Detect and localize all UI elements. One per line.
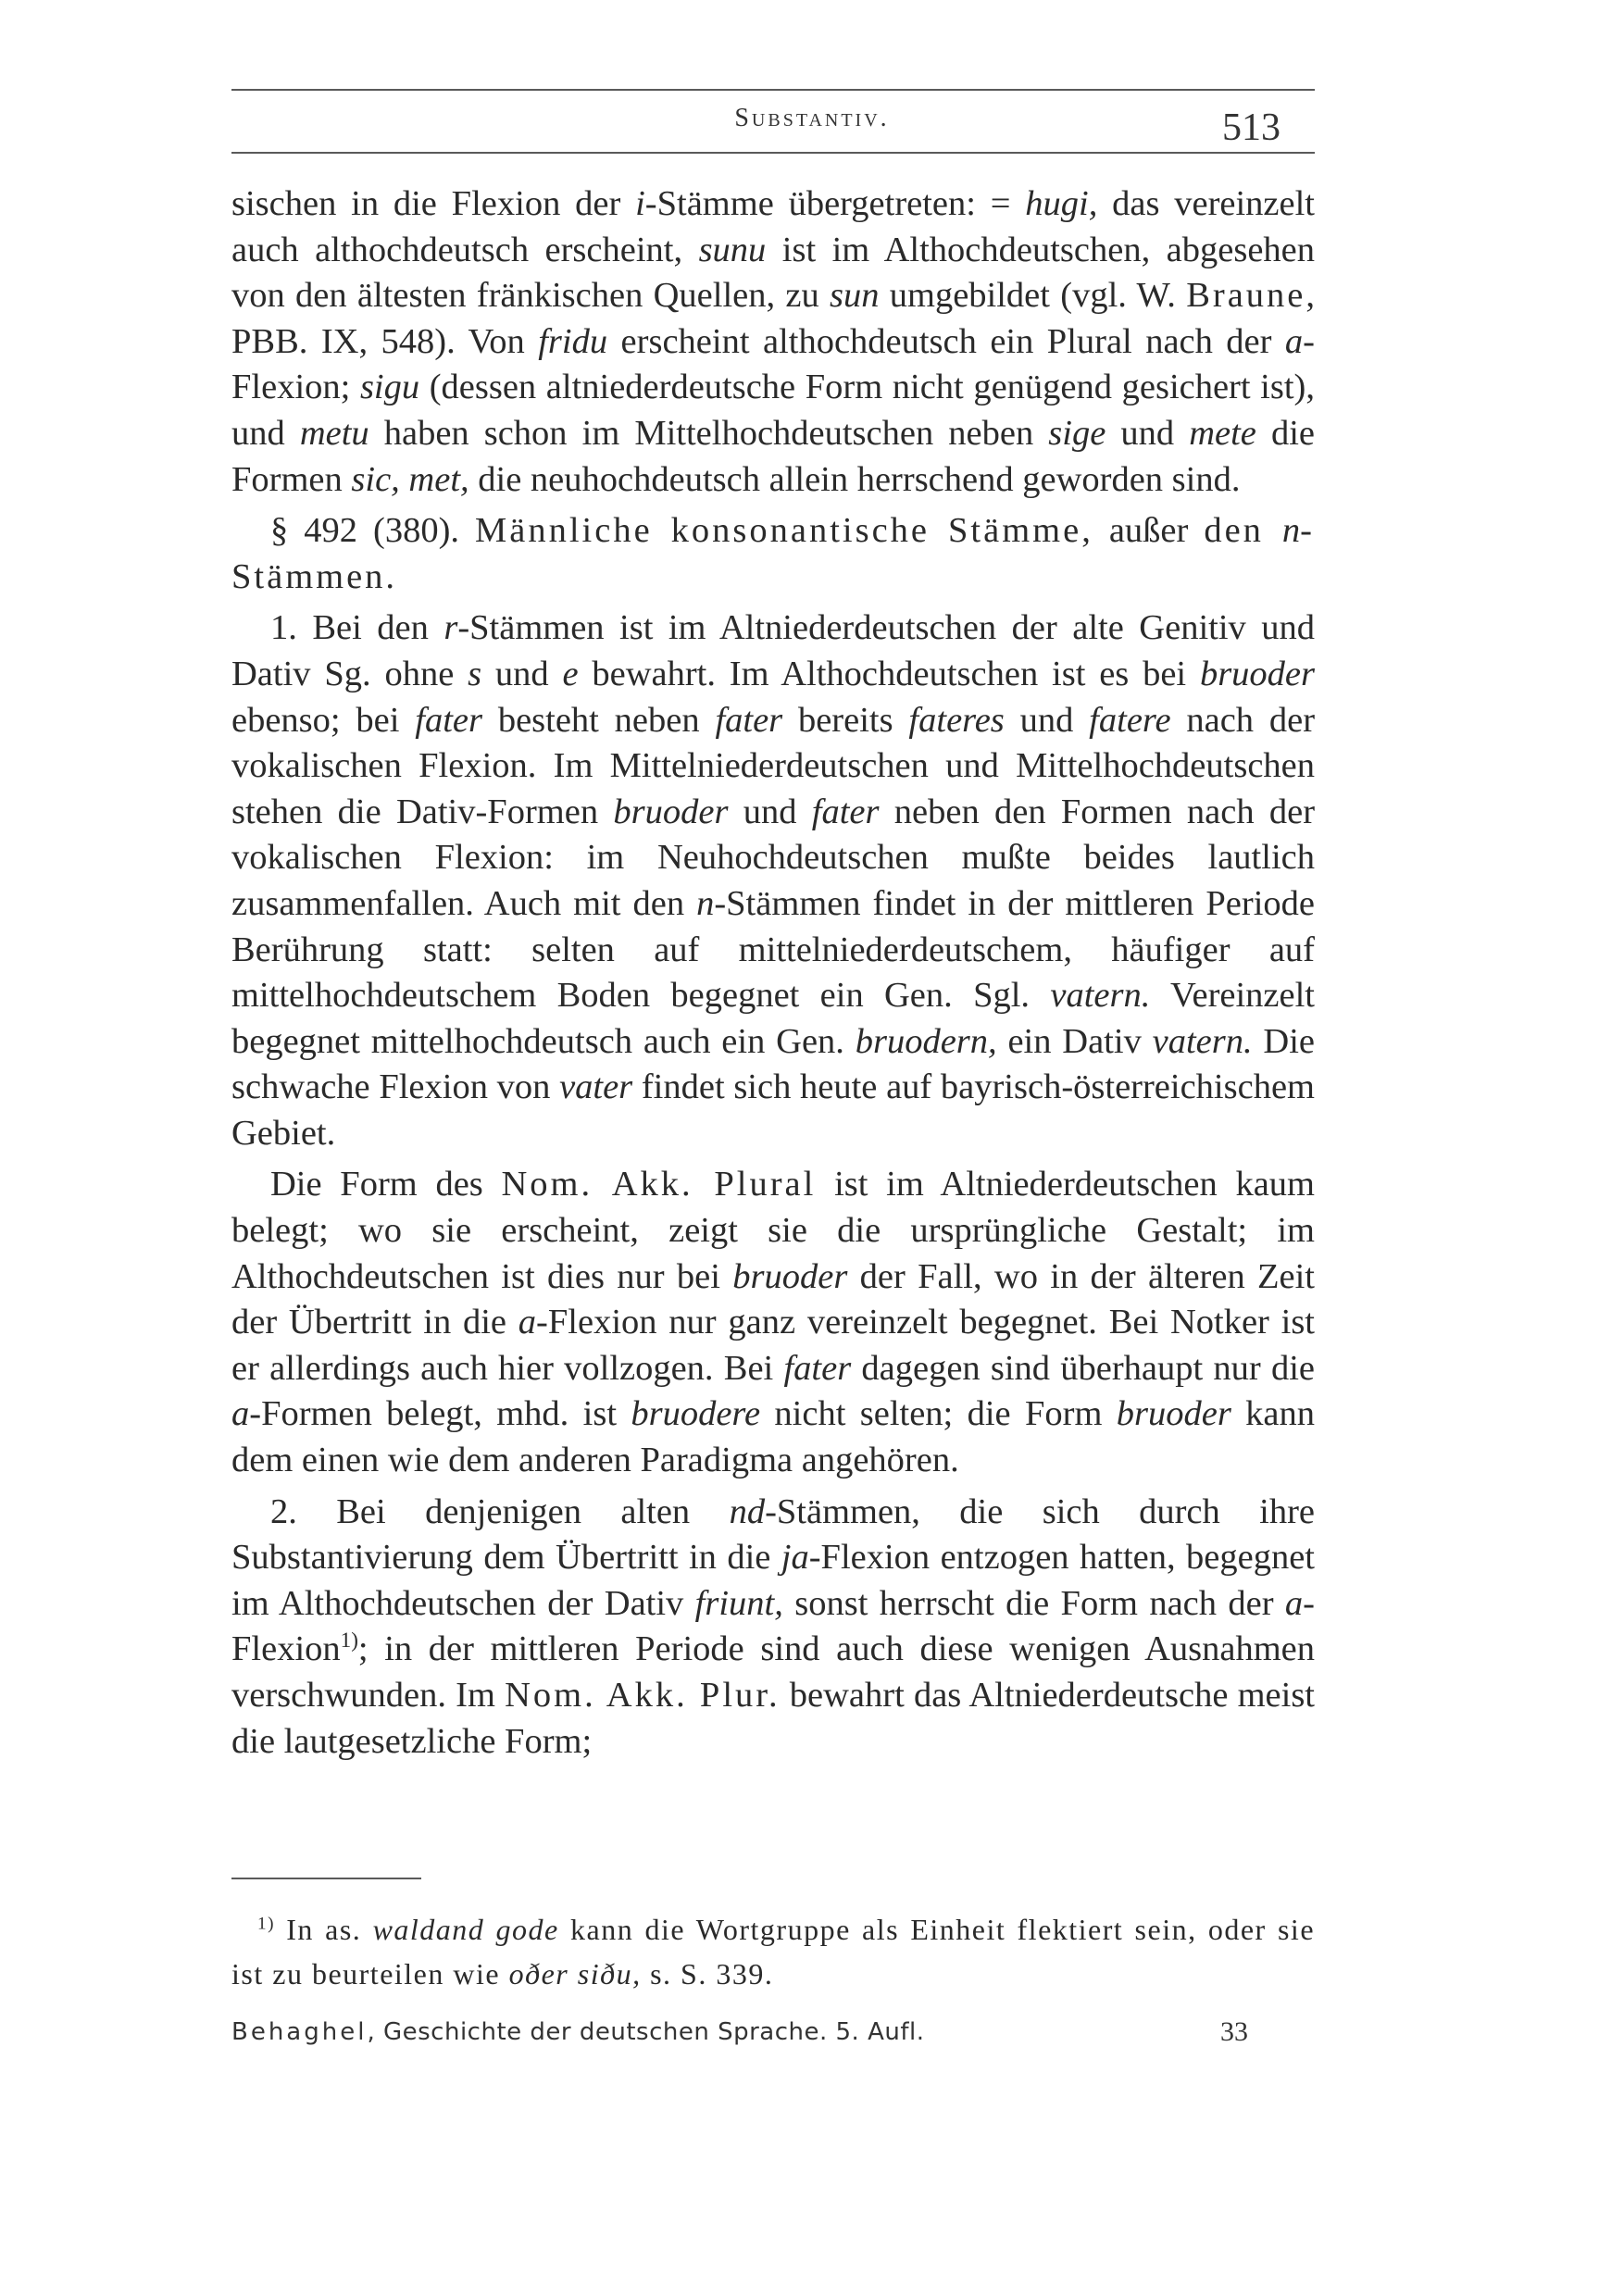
section-title: Männliche konsonantische Stämme,	[475, 511, 1093, 551]
text-run: -Stämme übergetreten: =	[644, 184, 1026, 223]
italic-term: nd	[729, 1491, 766, 1531]
text-run: und	[1004, 700, 1090, 740]
italic-term: a	[1284, 1583, 1304, 1623]
text-run: nach der vokalischen Flexion. Im Mittelniederdeutschen und Mittelhochdeutschen stehen die Dativ-Formen	[231, 700, 1316, 831]
text-run: -Stämmen, die sich durch ihre Substantivierung dem Übertritt in die	[231, 1491, 1315, 1578]
italic-term: n	[696, 883, 715, 923]
italic-term: metu	[299, 413, 369, 453]
footnote	[231, 1907, 1315, 1996]
italic-term: bruoder	[1116, 1394, 1231, 1434]
italic-term: i	[635, 184, 645, 223]
text-run: erscheint althochdeutsch ein Plural nach der	[607, 321, 1285, 361]
text-run: kann die Wortgruppe als Einheit flektiert sein, oder sie ist zu beurteilen wie	[231, 1913, 1316, 1990]
text-run: findet sich heute auf bayrisch-österreichischem Gebiet.	[231, 1067, 1315, 1153]
section-title: -Stämmen.	[231, 511, 1315, 596]
text-run: das vereinzelt auch althochdeutsch erscheint,	[231, 184, 1315, 269]
italic-term: a	[518, 1303, 537, 1342]
text-run: -Flexion nur ganz vereinzelt begegnet. Bei Notker ist er allerdings auch hier vollzogen. Bei	[231, 1303, 1315, 1388]
footnote-marker: 1)	[340, 1628, 358, 1653]
italic-term: sunu	[698, 230, 767, 269]
paragraph-1	[231, 181, 1315, 503]
italic-term: ja	[781, 1538, 809, 1578]
text-run: -Stämmen ist im Altniederdeutschen der alte Genitiv und Dativ Sg. ohne	[231, 608, 1315, 693]
italic-term: sic, met,	[351, 459, 469, 499]
text-run: 2. Bei denjenigen alten	[270, 1491, 730, 1531]
italic-term: bruoder	[732, 1256, 848, 1296]
paragraph-5	[231, 1490, 1315, 1766]
italic-term: r	[443, 608, 458, 648]
page-number: 513	[1222, 106, 1280, 149]
italic-term: mete	[1189, 413, 1256, 453]
text-run: (dessen altniederdeutsche Form nicht genügend gesichert ist), und	[231, 368, 1315, 453]
italic-term: fater	[783, 1348, 852, 1388]
text-run: kann dem einen wie dem anderen Paradigma angehören.	[231, 1394, 1315, 1480]
italic-term: bruodere	[631, 1394, 761, 1434]
text-run: die neuhochdeutsch allein herrschend geworden sind.	[468, 459, 1241, 499]
header-rule-bottom	[231, 152, 1315, 154]
italic-term: s	[468, 654, 482, 693]
footnote-rule	[231, 1878, 421, 1879]
section-heading-492	[231, 508, 1315, 600]
text-run: ein Dativ	[996, 1021, 1153, 1061]
text-run: nicht selten; die Form	[760, 1394, 1117, 1434]
text-run: Die schwache Flexion von	[231, 1021, 1316, 1107]
text-run: neben den Formen nach der vokalischen Flexion: im Neuhochdeutschen mußte beides lautlich zusammenfallen. Auch mit den	[231, 792, 1316, 923]
italic-term: bruodern,	[855, 1021, 997, 1061]
paragraph-3	[231, 605, 1315, 1156]
footnote-number: 1)	[257, 1914, 275, 1934]
text-run: bewahrt das Altniederdeutsche meist die lautgesetzliche Form;	[231, 1676, 1315, 1761]
text-run: die Formen	[231, 413, 1315, 499]
running-head: Substantiv.	[734, 104, 890, 132]
italic-term: sun	[830, 276, 880, 316]
text-run: besteht neben	[482, 700, 716, 740]
text-run: -Flexion;	[231, 321, 1315, 407]
italic-term: sige	[1048, 413, 1106, 453]
text-run: bereits	[782, 700, 909, 740]
italic-term: n	[1281, 511, 1301, 551]
italic-term: fater	[811, 792, 880, 831]
text-run: 1. Bei den	[270, 608, 444, 648]
italic-term: bruoder	[613, 792, 729, 831]
text-run: ; in der mittleren Periode sind auch diese wenigen Ausnahmen verschwunden. Im	[231, 1629, 1315, 1715]
text-run: und	[728, 792, 812, 831]
text-run: sischen in die Flexion der	[231, 184, 636, 223]
italic-term: fatere	[1089, 700, 1171, 740]
text-run: , PBB. IX, 548). Von	[231, 276, 1315, 361]
italic-term: oðer siðu,	[508, 1957, 642, 1990]
italic-term: friunt,	[694, 1583, 783, 1623]
italic-term: fateres	[908, 700, 1005, 740]
italic-term: a	[1284, 321, 1304, 361]
text-run: ist im Altniederdeutschen kaum belegt; wo sie erscheint, zeigt sie die ursprüngliche Gestalt; im Althochdeutschen ist dies nur bei	[231, 1165, 1315, 1296]
text-run: Die Form des	[270, 1165, 502, 1204]
text-run: der Fall, wo in der älteren Zeit der Übertritt in die	[231, 1256, 1315, 1342]
text-run: -Flexion entzogen hatten, begegnet im Althochdeutschen der Dativ	[231, 1538, 1315, 1623]
text-run: umgebildet (vgl. W.	[879, 276, 1187, 316]
section-number: § 492 (380).	[270, 511, 476, 551]
text-run: s. S. 339.	[641, 1957, 774, 1990]
italic-term: vater	[559, 1067, 633, 1107]
main-text	[231, 181, 1315, 1765]
spaced-term: Nom. Akk. Plur.	[505, 1676, 781, 1715]
text-run: ebenso; bei	[231, 700, 416, 740]
italic-term: fridu	[538, 321, 608, 361]
text-run: ist im Althochdeutschen, abgesehen von den ältesten fränkischen Quellen, zu	[231, 230, 1315, 316]
spaced-term: Nom. Akk. Plural	[501, 1165, 817, 1204]
imprint-title: , Geschichte der deutschen Sprache. 5. Aufl.	[367, 2018, 925, 2046]
text-run: dagegen sind überhaupt nur die	[851, 1348, 1316, 1388]
text-run: In as.	[274, 1913, 373, 1946]
italic-term: waldand gode	[372, 1913, 559, 1946]
text-run: und	[1106, 413, 1190, 453]
italic-term: hugi,	[1025, 184, 1098, 223]
text-run: haben schon im Mittelhochdeutschen neben	[369, 413, 1049, 453]
italic-term: vatern.	[1050, 976, 1151, 1016]
section-title: den	[1204, 511, 1282, 551]
header-rule-top	[231, 89, 1315, 91]
italic-term: bruoder	[1199, 654, 1315, 693]
text-run: außer	[1093, 511, 1205, 551]
imprint-line	[231, 2018, 925, 2046]
italic-term: sigu	[359, 368, 420, 407]
signature-mark: 33	[1220, 2016, 1248, 2047]
imprint-author: Behaghel	[231, 2018, 368, 2046]
italic-term: fater	[715, 700, 783, 740]
text-run: -Stämmen findet in der mittleren Periode Berührung statt: selten auf mittelniederdeutschem, häufiger auf mittelhochdeutschem Boden begegnet ein Gen. Sgl.	[231, 883, 1315, 1016]
text-run: Vereinzelt begegnet mittelhochdeutsch auch ein Gen.	[231, 976, 1315, 1061]
text-run: bewahrt. Im Althochdeutschen ist es bei	[578, 654, 1200, 693]
text-run: und	[481, 654, 563, 693]
text-run: -Formen belegt, mhd. ist	[249, 1394, 631, 1434]
footnote-1	[231, 1907, 1315, 1996]
italic-term: fater	[415, 700, 482, 740]
italic-term: vatern.	[1152, 1021, 1253, 1061]
text-run: -Flexion	[231, 1583, 1315, 1669]
italic-term: e	[562, 654, 579, 693]
spaced-name: Braune	[1186, 276, 1306, 316]
paragraph-4	[231, 1162, 1315, 1483]
text-run: sonst herrscht die Form nach der	[782, 1583, 1285, 1623]
italic-term: a	[231, 1394, 250, 1434]
